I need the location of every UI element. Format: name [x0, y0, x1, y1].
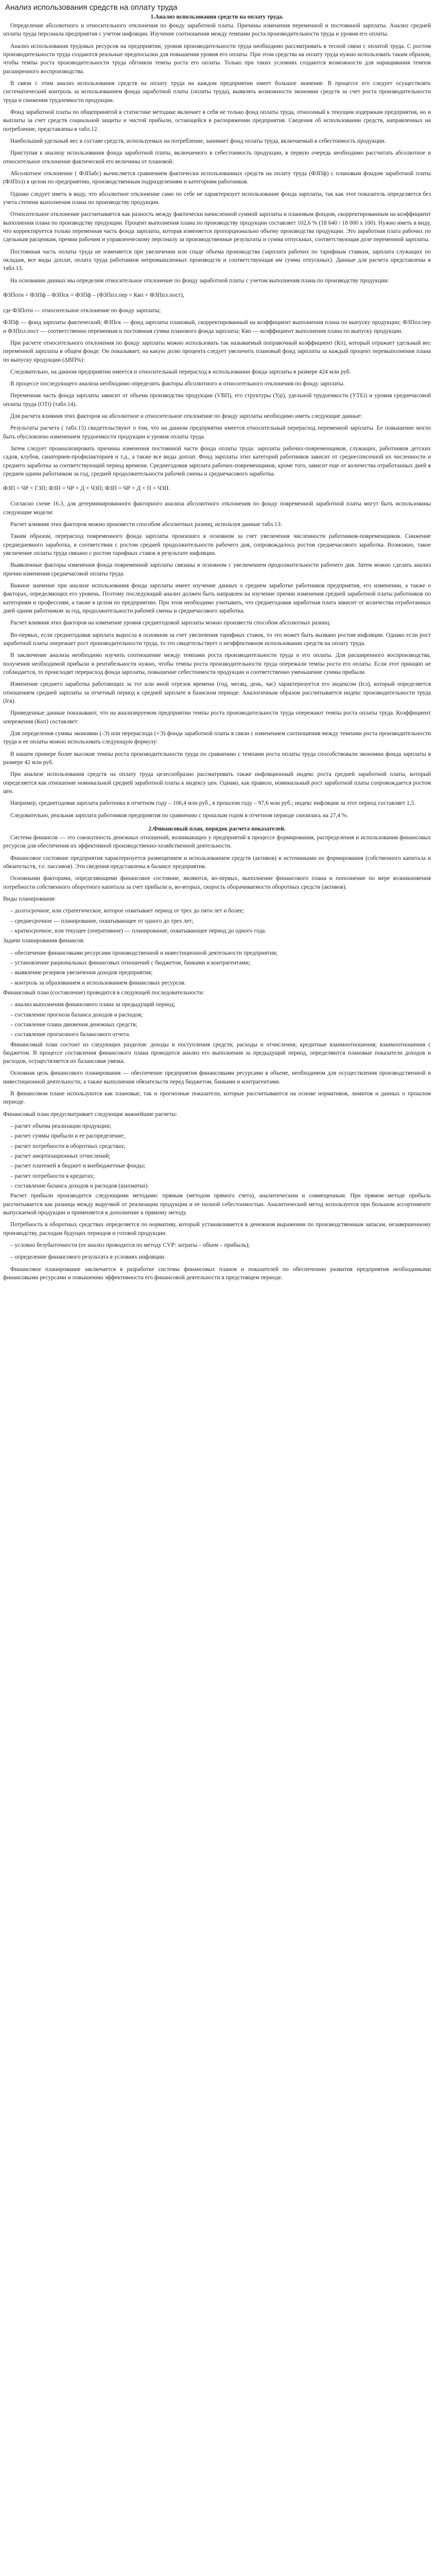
paragraph: Приступая к анализу использования фонда заработной платы, включаемого в себестоимость продукции, в первую очередь необходимо рассчитать абсолютное и относительное отклонение фактической его величины от плановой. — [3, 150, 431, 165]
subheading-4: Финансовый план предусматривает следующие важнейшие расчеты: — [3, 1111, 178, 1117]
list-item: – составление плана движения денежных средств; — [10, 1021, 137, 1028]
subheading-3: Финансовый план (составление) проводится в следующей последовательности: — [3, 989, 204, 996]
paragraph: Расчет прибыли производится следующими методами: прямым (методом прямого счета), аналитическим и совмещенным. При прямом методе прибыль рассчитывается как разница между выручкой от реализации продукции и ее полной себестоимостью. Аналитический метод используется при большом ассортименте выпускаемой продукции и применяется в дополнение к прямому методу. — [3, 1193, 431, 1216]
paragraph: При анализе использования средств на оплату труда целесообразно рассматривать также инфляционный индекс роста средней заработной платы, который определяется как отношение номинальной средней заработной платы к индексу цен. Однако, как правило, номинальный рост заработной платы сопровождается ростом цен. — [3, 771, 431, 794]
section-1-heading: 1.Анализ использования средств на оплату труда. — [150, 14, 284, 20]
list-3 — [3, 1001, 431, 1039]
paragraph: Анализ использования трудовых ресурсов на предприятии, уровня производительности труда необходимо рассматривать в тесной связи с оплатой труда. С ростом производительности труда создаются реальные предпосылки для повышения уровня его оплаты. При этом средства на оплату труда нужно использовать таким образом, чтобы темпы роста производительности труда обгоняли темпы роста его оплаты. Только при таких условиях создаются возможности для наращивания темпов расширенного воспроизводства. — [3, 43, 431, 75]
paragraph: Таким образом, перерасход повременного фонда зарплаты произошел в основном за счет увеличения численности работников-повременщиков. Снижение среднедневного заработка, в соответствии с ростом средней продолжительности рабочего дня, сопровождалось ростом среднечасового заработка. Возможно, такое увеличение оплаты труда связано с ростом тарифных ставок в результате инфляции. — [3, 533, 431, 557]
list-item: – расчет амортизационных отчислений; — [10, 1153, 111, 1160]
section-1-body-3 — [3, 500, 431, 820]
paragraph: При расчете относительного отклонения по фонду зарплаты можно использовать так называемый поправочный коэффициент (Кп), который отражает удельный вес переменной зарплаты в общем фонде. Он показывает, на какую долю процента следует увеличить плановый фонд зарплаты за каждый процент перевыполнения плана по выпуску продукции (ΔВП%): — [3, 340, 431, 363]
list-4 — [3, 1122, 431, 1190]
paragraph: Финансовый план состоит из следующих разделов: доходы и поступления средств; расходы и отчисления; кредитные взаимоотношения; взаимоотношения с бюджетом. В процессе составления финансового плана проводится анализ его выполнения за предыдущий период, определяются плановые показатели доходов и расходов, осуществляется их балансовая увязка. — [3, 1041, 431, 1065]
paragraph: Например, среднегодовая зарплата работника в отчетном году – 106,4 млн руб., в прошлом году – 97,6 млн руб.; индекс инфляции за этот период составляет 1,5. — [10, 800, 416, 807]
paragraph: Определение абсолютного и относительного отклонения по фонду заработной платы. Причины изменения переменной и постоянной зарплаты. Анализ средней оплаты труда персонала предприятия с учетом инфляции. Изучение соотношения между темпами роста производительности труда и уровня его оплаты. — [3, 23, 431, 38]
paragraph: В нашем примере более высокие темпы роста производительности труда по сравнению с темпами роста оплаты труда способствовали экономии фонда зарплаты в размере 42 млн руб. — [3, 751, 431, 766]
paragraph: Однако следует иметь в виду, что абсолютное отклонение само по себе не характеризует использование фонда зарплаты, так как этот показатель определяется без учета степени выполнения плана по производству продукции. — [3, 191, 431, 206]
paragraph: Для расчета влияния этих факторов на абсолютное и относительное отклонение по фонду зарплаты необходимо иметь следующие данные: — [10, 413, 362, 420]
list-item: – анализ выполнения финансового плана за предыдущий период; — [10, 1002, 176, 1008]
paragraph: Следовательно, реальная зарплата работников предприятия по сравнению с прошлым годом в отчетном периоде снизилась на 27,4 %. — [10, 812, 348, 819]
list-item: – расчет суммы прибыли и ее распределение; — [10, 1133, 125, 1140]
section-2-body — [3, 834, 431, 891]
list-item: – установление рациональных финансовых отношений с бюджетом, банками и контрагентами; — [10, 959, 250, 966]
paragraph: Приведенные данные показывают, что на анализируемом предприятии темпы роста производительности труда опережают темпы роста оплаты труда. Коэффициент опережения (Коп) составляет: — [3, 710, 431, 725]
subheading-2: Задачи планирования финансов: — [3, 938, 85, 944]
formula-legend-line: ФЗПф — фонд зарплаты фактический; ФЗПск — фонд зарплаты плановый, скорректированный на коэффициент выполнения плана по выпуску продукции; ФЗПпл.пер и ФЗПпл.пост — соответственно переменная и постоянная сумма планового фонда зарплаты; Квп — коэффициент выполнения плана по выпуску продукции. — [3, 319, 431, 334]
paragraph: Во-первых, если среднегодовая зарплата выросла в основном за счет увеличения тарифных ставок, то это может быть вызвано ростом инфляции. Однако если рост заработной платы опережает рост производительности труда, то это свидетельствует о неэффективном использовании средств на оплату труда. — [3, 632, 431, 647]
list-item: – расчет потребности в оборотных средствах; — [10, 1143, 126, 1149]
list-item: – составление прогноза баланса доходов и расходов; — [10, 1011, 143, 1018]
paragraph: Переменная часть фонда зарплаты зависит от объема производства продукции (VВП), его структуры (Удi), удельной трудоемкости (УТЕi) и уровня среднечасовой оплаты труда (ОТi) (табл.14). — [3, 393, 431, 408]
formula-1-legend — [3, 307, 431, 335]
list-item: – составление прогнозного балансового отчета. — [10, 1031, 131, 1038]
paragraph: Фонд заработной платы по общепринятой в статистике методике включает в себя не только фонд оплаты труда, относимый к текущим издержкам предприятия, но и выплаты за счет средств социальной защиты и чистой прибыли, остающейся в распоряжении предприятия. Сведения об использовании средств, направленных на потребление, представлены в табл.12. — [3, 109, 431, 132]
paragraph: На основании данных мы определим относительное отклонение по фонду заработной платы с учетом выполнения плана по производству продукции: — [10, 277, 389, 284]
formula-legend-line: где ФЗПотн — относительное отклонение по фонду зарплаты; — [3, 307, 161, 314]
paragraph: Согласно схеме 16.3, для детерминированного факторного анализа абсолютного отклонения по фонду повременной заработной платы могут быть использованы следующие модели: — [3, 501, 431, 516]
paragraph: В заключение анализа необходимо изучить соотношение между темпами роста производительности труда и его оплаты. Для расширенного воспроизводства, получения необходимой прибыли и рентабельности нужно, чтобы темпы роста производительности труда опережали темпы роста его оплаты. Если этот принцип не соблюдается, то происходят перерасход фонда зарплаты, повышение себестоимости продукции и соответственно уменьшение суммы прибыли. — [3, 652, 431, 676]
subheading-1: Виды планирования: — [3, 895, 56, 902]
paragraph: Финансовое состояние предприятия характеризуется размещением и использованием средств (активов) и источниками их формирования (собственного капитала и обязательств, т.е. пассивов). Эти сведения представлены в балансе предприятия. — [3, 855, 431, 870]
list-1 — [3, 907, 431, 935]
paragraph: Выявленные факторы изменения фонда повременной зарплаты связаны в основном с увеличением продолжительности рабочего дня. Затем можно сделать анализ причин изменения среднечасовой оплаты труда. — [3, 562, 431, 577]
paragraph: Абсолютное отклонение ( ФЗПабс) вычисляется сравнением фактически использованных средств на оплату труда (ФЗПф) с плановым фондом заработной платы (ФЗПпл) в целом по предприятию, производственным подразделениям и категориям работников. — [3, 170, 431, 185]
paragraph: Результаты расчета ( табл.15) свидетельствуют о том, что на данном предприятии имеется относительный перерасход переменной зарплаты. Ее повышение могло быть обусловлено изменением трудоемкости продукции и уровня оплаты труда. — [3, 425, 431, 440]
paragraph: Основная цель финансового планирования — обеспечение предприятия финансовыми ресурсами в объеме, необходимом для осуществления производственной и инвестиционной деятельности, а также выполнения обязательств перед бюджетом, банками и контрагентами. — [3, 1070, 431, 1085]
list-item: – составление баланса доходов и расходов (шахматки). — [10, 1183, 149, 1190]
list-item: – выявление резервов увеличения доходов предприятия; — [10, 970, 153, 976]
paragraph: Финансовое планирование заключается в разработке системы финансовых планов и показателей по обеспечению развития предприятия необходимыми финансовыми ресурсами и повышению эффективности его финансовой деятельности в предстоящем периоде. — [3, 1266, 431, 1281]
paragraph: Наибольший удельный вес в составе средств, используемых на потребление, занимает фонд оплаты труда, включаемый в себестоимость продукции. — [10, 138, 386, 144]
list-item: – долгосрочное, или стратегическое, которое охватывает период от трех до пяти лет и более; — [10, 908, 244, 914]
page-title: Анализ использования средств на оплату труда — [5, 3, 178, 12]
paragraph: Система финансов — это совокупность денежных отношений, возникающих у предприятий в процессе формирования, распределения и использования финансовых ресурсов для обеспечения их эффективной производственно-хозяйственной деятельности. — [3, 834, 431, 850]
section-1-body — [3, 22, 431, 285]
list-item: – среднесрочное — планирование, охватывающее от одного до трех лет; — [10, 918, 194, 924]
paragraph: Относительное отклонение рассчитывается как разность между фактически начисленной суммой зарплаты и плановым фондом, скорректированным на коэффициент выполнения плана по производству продукции. Процент выполнения плана по производству продукции составляет 102,6 % (18 640 / 18 000 х 100). Нужно иметь в виду, что корректируется только переменная часть фонда зарплаты, которая изменяется пропорционально объему производства продукции. Это заработная плата рабочих по сдельным расценкам, премии рабочим и управленческому персоналу за производственные результаты и сумма отпускных, соответствующая доле переменной зарплаты. — [3, 211, 431, 243]
paragraph: Расчет влияния этих факторов можно произвести способом абсолютных разниц, используя данные табл.13: — [10, 521, 282, 528]
list-item: – обеспечение финансовыми ресурсами производственной и инвестиционной деятельности предприятия; — [10, 950, 277, 956]
list-item: – контроль за образованием и использованием финансовых ресурсов. — [10, 979, 186, 986]
list-item: – расчет платежей в бюджет и внебюджетные фонды; — [10, 1163, 146, 1170]
paragraph: – определение финансового результата в условиях инфляции. — [10, 1254, 166, 1261]
list-item: – краткосрочное, или текущее (оперативное) — планирование, охватывающее период до одного года. — [10, 927, 267, 934]
paragraph: Следовательно, на данном предприятии имеется и относительный перерасход в использовании фонда зарплаты в размере 424 млн руб. — [10, 368, 351, 375]
list-2 — [3, 949, 431, 987]
paragraph: Важное значение при анализе использования фонда зарплаты имеет изучение данных о среднем заработке работников предприятия, его изменении, а также о факторах, определяющих его уровень. Поэтому последующий анализ должен быть направлен на изучение причин изменения средней заработной платы работников по категориям и профессиям, а также в целом по предприятию. При этом необходимо учитывать, что среднегодовая заработная плата зависит от количества отработанных дней одним работником за год, продолжительности рабочей смены и среднечасового заработка. — [3, 583, 431, 615]
section-1-body-2 — [3, 339, 431, 479]
paragraph: Для определения суммы экономии (-Э) или перерасхода (+Э) фонда заработной платы в связи с изменением соотношения между темпами роста производительности труда и ее оплаты можно использовать следующую формулу: — [3, 730, 431, 745]
section-2-body-3 — [3, 1192, 431, 1282]
paragraph: В процессе последующего анализа необходимо определить факторы абсолютного и относительного отклонения по фонду зарплаты. — [10, 381, 345, 387]
paragraph: Постоянная часть оплаты труда не изменяется при увеличении или спаде объема производства (зарплата рабочих по тарифным ставкам, зарплата служащих по окладам, все виды доплат, оплата труда работников непромышленных производств и соответствующая им сумма отпускных). Данные для расчета представлены в табл.13. — [3, 248, 431, 272]
paragraph: В связи с этим анализ использования средств на оплату труда на каждом предприятии имеет большое значение. В процессе его следует осуществлять систематический контроль за использованием фонда заработной платы (оплаты труда), выявлять возможности экономии средств за счет роста производительности труда и снижения трудоемкости продукции. — [3, 80, 431, 104]
paragraph: В финансовом плане используются как плановые, так и прогнозные показатели, которые рассчитываются на основе нормативов, лимитов и данных о прошлом периоде. — [3, 1091, 431, 1106]
section-2-body-2 — [3, 1041, 431, 1107]
paragraph: Потребность в оборотных средствах определяется по нормативу, который устанавливается в денежном выражении по производственным запасам, незавершенному производству, расходам будущих периодов и готовой продукции. — [3, 1222, 431, 1236]
paragraph: Затем следует проанализировать причины изменения постоянной части фонда оплаты труда: зарплаты рабочих-повременщиков, служащих, работников детских садов, клубов, санаториев-профилакториев и т.д., а также все виды доплат. Фонд зарплаты этих категорий работников зависит от среднесписочной их численности и среднего заработка за соответствующий период времени. Среднегодовая зарплата рабочих-повременщиков, кроме того, зависит еще от количества отработанных дней в среднем одним работником за год, средней продолжительности рабочей смены и среднечасового заработка. — [3, 446, 431, 478]
list-item: – расчет потребности в кредитах; — [10, 1173, 95, 1179]
paragraph: Основными факторами, определяющими финансовое состояние, являются, во-первых, выполнение финансового плана и пополнение по мере возникновения потребности собственного оборотного капитала за счет прибыли и, во-вторых, скорость оборачиваемости оборотных средств (активов). — [3, 875, 431, 890]
formula-2: ФЗП = ЧР × ГЗП; ФЗП = ЧР × Д × ЧЗП; ФЗП = ЧР × Д × П × ЧЗП. — [3, 485, 170, 492]
formula-1: ФЗПотн = ФЗПф – ФЗПск = ФЗПф – (ФЗПпл.пер × Квп + ФЗПпл.пост), — [3, 292, 184, 298]
section-2-heading: 2.Финансовый план, порядок расчета показателей. — [148, 825, 286, 832]
list-item: – расчет объема реализации продукции; — [10, 1123, 111, 1130]
paragraph: Расчет влияния этих факторов на изменение уровня среднегодовой зарплаты можно произвести способом абсолютных разниц. — [10, 620, 331, 626]
paragraph: Изменение среднего заработка работающих за тот или иной отрезок времени (год, месяц, день, час) характеризуется его индексом (Iсз), который определяется отношением средней зарплаты за отчетный период к средней зарплате в базисном периоде. Аналогичным образом рассчитывается индекс производительности труда (Iгв). — [3, 681, 431, 704]
paragraph: – условно безубыточности (ее анализ проводится по методу CVP: затраты – объем – прибыль); — [10, 1242, 250, 1249]
